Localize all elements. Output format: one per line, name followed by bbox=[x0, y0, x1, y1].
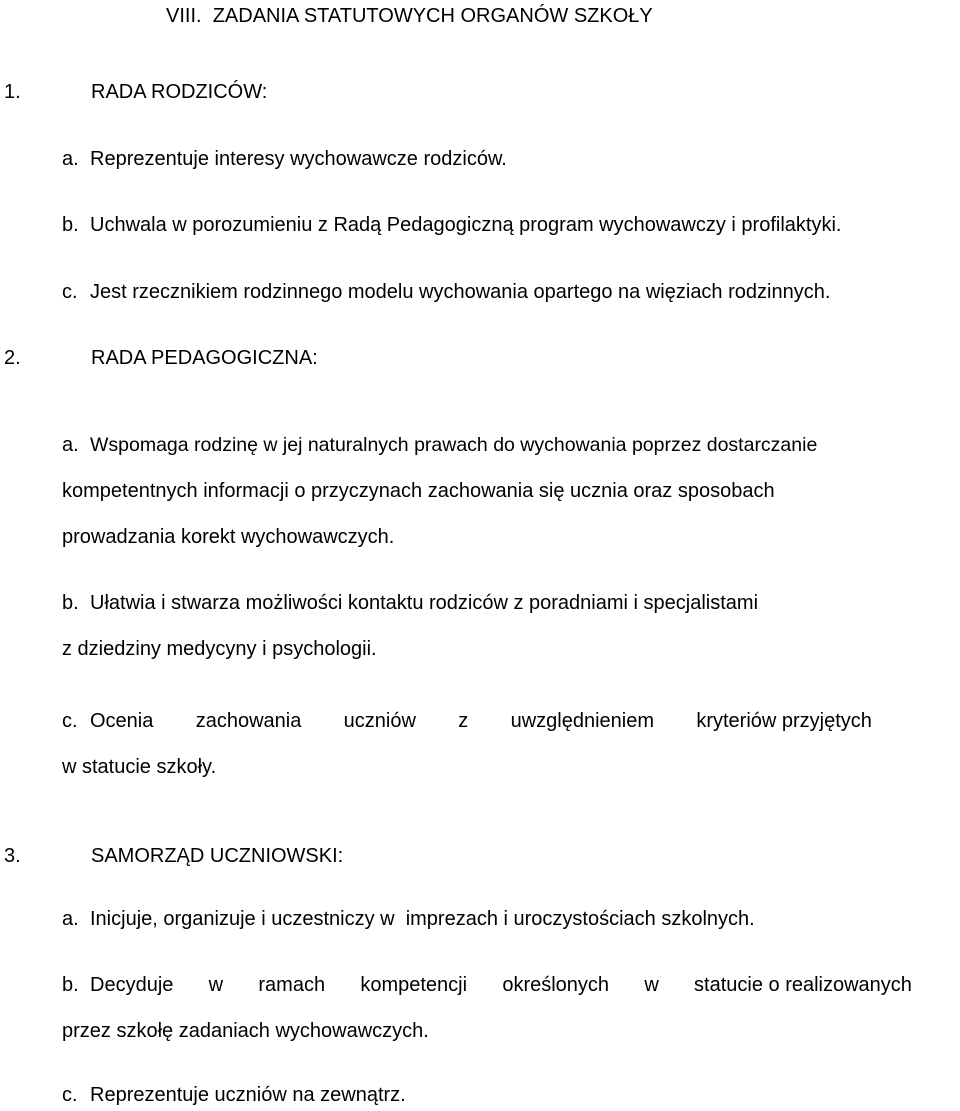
section-title: RADA RODZICÓW: bbox=[91, 81, 268, 103]
item-text: Reprezentuje uczniów na zewnątrz. bbox=[90, 1084, 406, 1106]
section-title: RADA PEDAGOGICZNA: bbox=[91, 347, 318, 369]
list-item bbox=[62, 280, 830, 304]
section-number: 3. bbox=[4, 845, 21, 867]
list-item bbox=[62, 213, 841, 237]
item-letter: b. bbox=[62, 592, 79, 614]
list-item bbox=[62, 147, 507, 171]
item-text: Jest rzecznikiem rodzinnego modelu wychowania opartego na więziach rodzinnych. bbox=[90, 281, 831, 303]
item-word: uwzględnieniem bbox=[510, 710, 654, 732]
item-word: statucie o realizowanych bbox=[694, 974, 912, 996]
item-word: zachowania bbox=[195, 710, 302, 732]
item-word: z bbox=[458, 710, 469, 732]
list-item-justified-line bbox=[90, 709, 872, 733]
item-letter: a. bbox=[62, 908, 79, 930]
list-item-continuation bbox=[62, 525, 394, 549]
section-heading bbox=[4, 80, 267, 104]
item-text: kompetentnych informacji o przyczynach zachowania się ucznia oraz sposobach bbox=[62, 480, 775, 502]
list-item bbox=[62, 973, 90, 997]
list-item bbox=[62, 907, 755, 931]
item-word: w bbox=[208, 974, 224, 996]
title-text: ZADANIA STATUTOWYCH ORGANÓW SZKOŁY bbox=[212, 5, 653, 27]
item-text: Uchwala w porozumieniu z Radą Pedagogiczną program wychowawczy i profilaktyki. bbox=[90, 214, 842, 236]
section-title: SAMORZĄD UCZNIOWSKI: bbox=[91, 845, 344, 867]
item-word: kryteriów przyjętych bbox=[696, 710, 872, 732]
item-word: Decyduje bbox=[90, 974, 174, 996]
list-item-continuation bbox=[62, 755, 216, 779]
list-item-continuation bbox=[62, 1019, 429, 1043]
document-title bbox=[166, 4, 653, 28]
item-text: Inicjuje, organizuje i uczestniczy w imprezach i uroczystościach szkolnych. bbox=[90, 908, 755, 930]
item-letter: b. bbox=[62, 974, 79, 996]
list-item bbox=[62, 709, 90, 733]
item-text: z dziedziny medycyny i psychologii. bbox=[62, 638, 377, 660]
item-letter: c. bbox=[62, 281, 78, 303]
list-item-continuation bbox=[62, 479, 775, 503]
item-word: ramach bbox=[258, 974, 326, 996]
item-text: Ułatwia i stwarza możliwości kontaktu rodziców z poradniami i specjalistami bbox=[90, 592, 759, 614]
list-item bbox=[62, 591, 758, 615]
item-text: przez szkołę zadaniach wychowawczych. bbox=[62, 1020, 429, 1042]
item-word: uczniów bbox=[343, 710, 416, 732]
list-item bbox=[62, 433, 817, 457]
item-letter: c. bbox=[62, 1084, 78, 1106]
item-text: w statucie szkoły. bbox=[62, 756, 217, 778]
item-text: Reprezentuje interesy wychowawcze rodziców. bbox=[90, 148, 507, 170]
section-heading bbox=[4, 844, 343, 868]
section-number: 2. bbox=[4, 347, 21, 369]
item-letter: a. bbox=[62, 434, 79, 456]
section-number: 1. bbox=[4, 81, 21, 103]
item-word: kompetencji bbox=[360, 974, 468, 996]
list-item-continuation bbox=[62, 637, 377, 661]
item-letter: c. bbox=[62, 710, 78, 732]
item-word: określonych bbox=[502, 974, 610, 996]
list-item bbox=[62, 1083, 406, 1107]
item-text: Wspomaga rodzinę w jej naturalnych prawach do wychowania poprzez dostarczanie bbox=[90, 434, 818, 456]
item-text: prowadzania korekt wychowawczych. bbox=[62, 526, 395, 548]
list-item-justified-line bbox=[90, 973, 912, 997]
section-heading bbox=[4, 346, 318, 370]
title-number: VIII. bbox=[166, 5, 202, 27]
item-word: w bbox=[644, 974, 659, 996]
item-letter: b. bbox=[62, 214, 79, 236]
item-letter: a. bbox=[62, 148, 79, 170]
item-word: Ocenia bbox=[90, 710, 154, 732]
